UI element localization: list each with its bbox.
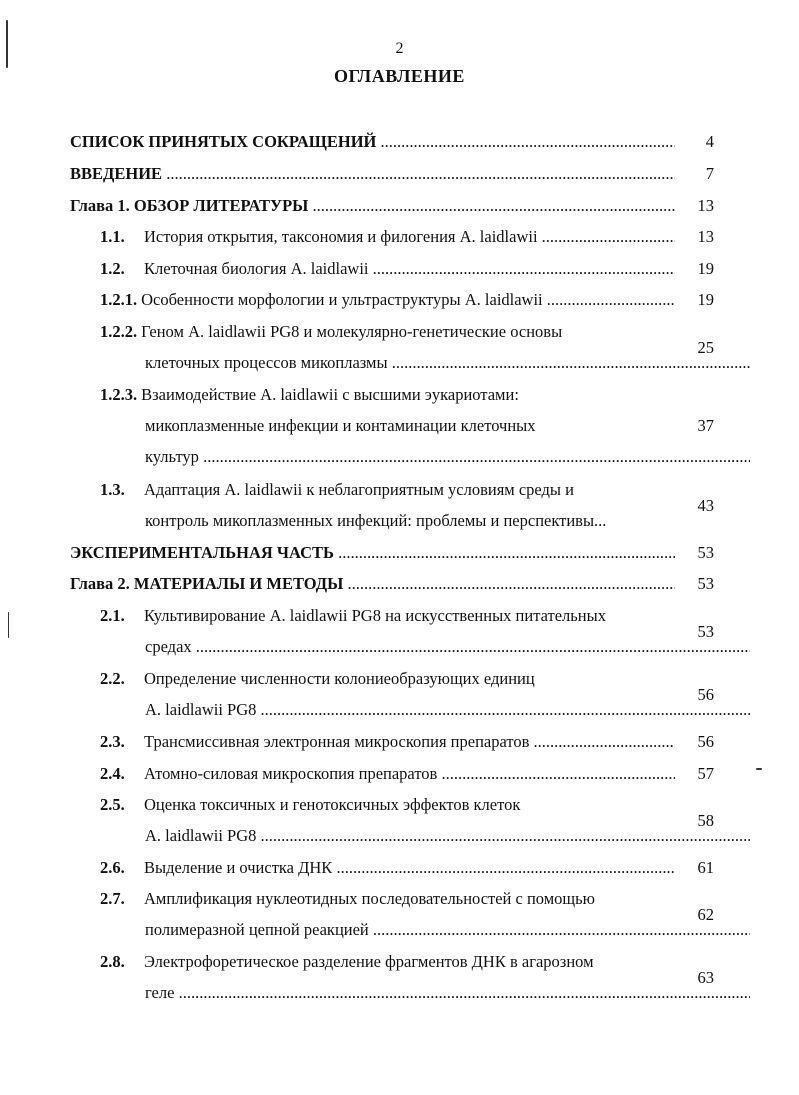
toc-entry-line [70, 947, 675, 977]
toc-entry-line [70, 317, 675, 347]
toc-entry-number: 2.1. [100, 606, 125, 625]
toc-entry [70, 884, 720, 946]
toc-entry-number: 2.3. [100, 732, 125, 751]
toc-entry-page: 4 [705, 132, 714, 151]
toc-entry [70, 601, 720, 663]
toc-entry [70, 159, 720, 190]
toc-entry-line [70, 664, 675, 694]
toc-entry-title: Трансмиссивная электронная микроскопия препаратов [144, 732, 530, 751]
toc-entry-title: полимеразной цепной реакцией [145, 920, 369, 939]
toc-entry-title: Особенности морфологии и ультраструктуры A. laidlawii [141, 290, 543, 309]
toc-entry [70, 853, 720, 884]
toc-entry-line [70, 254, 675, 284]
toc-entry-title: Определение численности колониеобразующих единиц [144, 669, 535, 688]
toc-entry-line [70, 191, 675, 221]
toc-entry-title: ЭКСПЕРИМЕНТАЛЬНАЯ ЧАСТЬ [70, 543, 334, 562]
toc-entry-line [70, 348, 750, 378]
toc-entry-title: История открытия, таксономия и филогения A. laidlawii [144, 227, 538, 246]
page-number: 2 [395, 40, 404, 57]
toc-entry-page: 53 [697, 574, 714, 593]
toc-entry-line [70, 632, 750, 662]
toc-entry-page: 13 [697, 227, 714, 246]
toc-entry-number: 1.1. [100, 227, 125, 246]
toc-entry-number: 2.6. [100, 858, 125, 877]
toc-entry-title: Адаптация A. laidlawii к неблагоприятным условиям среды и [144, 480, 574, 499]
toc-entry-title: Геном A. laidlawii PG8 и молекулярно-генетические основы [141, 322, 563, 341]
toc-entry-page: 58 [697, 810, 714, 830]
toc-entry-title: СПИСОК ПРИНЯТЫХ СОКРАЩЕНИЙ [70, 132, 377, 151]
toc-entry-page: 53 [697, 543, 714, 562]
toc-entry-number: 1.2.3. [100, 385, 138, 404]
toc-entry-number: 1.2.1. [100, 290, 138, 309]
toc-entry-page: 56 [697, 684, 714, 704]
scan-mark [6, 20, 8, 68]
toc-entry-number: 2.2. [100, 669, 125, 688]
toc-entry [70, 127, 720, 158]
toc-entry-title: Взаимодействие A. laidlawii с высшими эукариотами: [141, 385, 519, 404]
toc-entry-title: геле [145, 983, 175, 1002]
toc-entry [70, 759, 720, 790]
toc-entry [70, 538, 720, 569]
toc-entry-line [70, 222, 675, 252]
toc-entry-line [70, 727, 675, 757]
scan-mark [756, 768, 762, 770]
toc-entry-title: клеточных процессов микоплазмы [145, 353, 388, 372]
toc-entry-page: 19 [697, 259, 714, 278]
toc-entry [70, 727, 720, 758]
toc-entry-title: ВВЕДЕНИЕ [70, 164, 163, 183]
toc-entry-line [70, 159, 675, 189]
toc-entry [70, 790, 720, 852]
toc-entry [70, 475, 720, 537]
toc-entry-title: Выделение и очистка ДНК [144, 858, 333, 877]
toc-entry [70, 254, 720, 285]
toc-entry-number: 2.7. [100, 889, 125, 908]
toc-entry-line [70, 759, 675, 789]
toc-entry-title: Глава 2. МАТЕРИАЛЫ И МЕТОДЫ [70, 574, 344, 593]
toc-entry [70, 285, 720, 316]
toc-entry-page: 57 [697, 764, 714, 783]
toc-entry [70, 569, 720, 600]
toc-entry-title: A. laidlawii PG8 [145, 700, 257, 719]
toc-entry-page: 13 [697, 196, 714, 215]
toc-entry-line [70, 538, 675, 568]
toc-entry-title: контроль микоплазменных инфекций: проблемы и перспективы... [145, 511, 607, 530]
toc-entry [70, 222, 720, 253]
toc-entry-title: микоплазменные инфекции и контаминации клеточных [145, 416, 536, 435]
toc-entry-line [70, 411, 750, 441]
toc-entry-line [70, 442, 750, 472]
toc-entry-number: 1.3. [100, 480, 125, 499]
toc-entry [70, 380, 720, 473]
toc-entry-page: 19 [697, 290, 714, 309]
scan-mark [8, 612, 9, 638]
toc-entry-title: Глава 1. ОБЗОР ЛИТЕРАТУРЫ [70, 196, 309, 215]
toc-entry-line [70, 285, 675, 315]
toc-entry-page: 37 [697, 416, 714, 435]
toc-entry-title: Электрофоретическое разделение фрагментов ДНК в агарозном [144, 952, 594, 971]
toc-entry [70, 317, 720, 379]
toc-entry-number: 1.2. [100, 259, 125, 278]
toc-entry-line [70, 569, 675, 599]
toc-entry-line [70, 915, 750, 945]
toc-entry-page: 25 [697, 337, 714, 357]
toc-entry-line [70, 790, 675, 820]
toc-entry [70, 947, 720, 1009]
toc-entry-number: 1.2.2. [100, 322, 138, 341]
toc-entry-title: Клеточная биология A. laidlawii [144, 259, 369, 278]
toc-entry-line [70, 821, 750, 851]
toc-entry-line [70, 506, 750, 536]
toc-entry-line [70, 127, 675, 157]
toc-entry-page: 61 [697, 858, 714, 877]
toc-entry-title: культур [145, 447, 199, 466]
toc-entry-page: 62 [697, 904, 714, 924]
toc-entry-line [70, 978, 750, 1008]
toc-entry-number: 2.4. [100, 764, 125, 783]
toc-entry-line [70, 853, 675, 883]
toc-entry-title: Атомно-силовая микроскопия препаратов [144, 764, 438, 783]
toc-entry-title: средах [145, 637, 192, 656]
toc-entry-title: Оценка токсичных и генотоксичных эффектов клеток [144, 795, 521, 814]
toc-entry-line [70, 475, 675, 505]
toc-entry-title: A. laidlawii PG8 [145, 826, 257, 845]
toc-entry-line [70, 601, 675, 631]
toc-entry-line [70, 884, 675, 914]
toc-entry [70, 664, 720, 726]
toc-entry-number: 2.5. [100, 795, 125, 814]
toc-entry-page: 53 [697, 621, 714, 641]
toc-entry-line [70, 695, 750, 725]
toc-entry-page: 56 [697, 732, 714, 751]
page-title: ОГЛАВЛЕНИЕ [334, 66, 465, 86]
toc-entry-page: 63 [697, 967, 714, 987]
toc-entry-title: Амплификация нуклеотидных последовательностей с помощью [144, 889, 595, 908]
toc-entry [70, 191, 720, 222]
toc-entry-number: 2.8. [100, 952, 125, 971]
toc-entry-page: 7 [705, 164, 714, 183]
toc-entry-page: 43 [697, 495, 714, 515]
toc-entry-title: Культивирование A. laidlawii PG8 на искусственных питательных [144, 606, 606, 625]
toc-entry-line [70, 380, 675, 410]
